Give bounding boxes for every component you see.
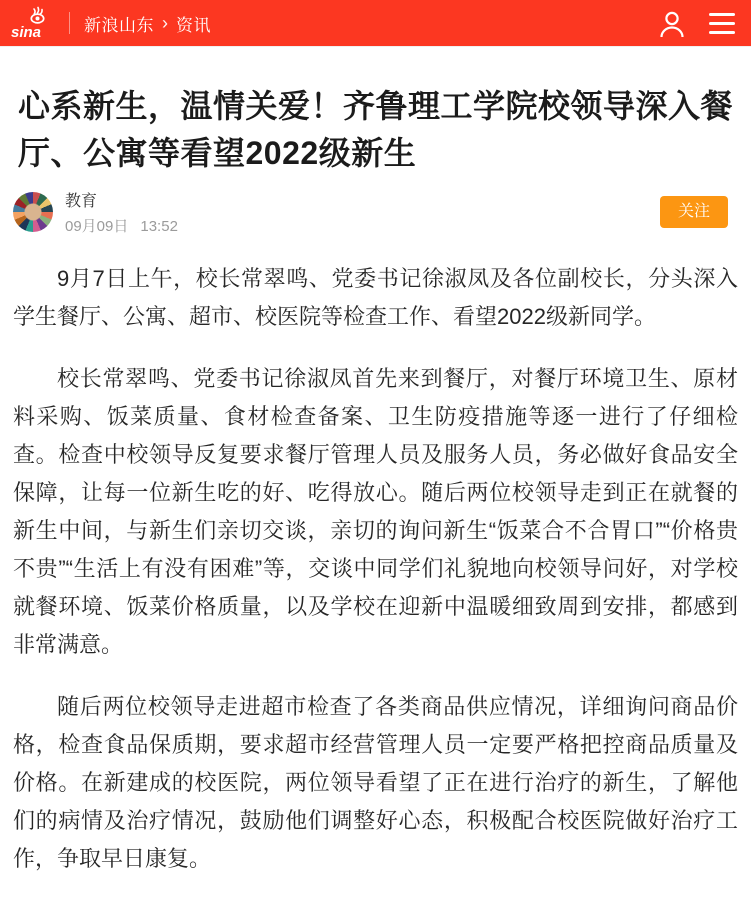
svg-text:sina: sina: [11, 24, 42, 40]
paragraph-3: 随后两位校领导走进超市检查了各类商品供应情况，详细询问商品价格，检查食品保质期，要求超市经营管理人员一定要严格把控商品质量及价格。在新建成的校医院，两位领导看望了正在进行治疗的新生，了解他们的病情及治疗情况，鼓励他们调整好心态，积极配合校医院做好治疗工作，争取早日康复。: [13, 694, 738, 871]
header-left: [10, 6, 211, 40]
header: [0, 0, 751, 47]
header-divider: [69, 12, 70, 34]
article-body: [13, 260, 738, 878]
article: [0, 83, 751, 914]
header-right: [657, 9, 735, 37]
breadcrumb-section[interactable]: 资讯: [176, 15, 211, 35]
publish-time: 13:52: [140, 218, 178, 235]
author-meta: [65, 188, 178, 236]
follow-button[interactable]: 关注: [660, 196, 728, 228]
author-name[interactable]: 教育: [65, 193, 98, 210]
menu-icon[interactable]: [709, 13, 735, 34]
sina-logo[interactable]: [10, 6, 54, 40]
author-row: [13, 188, 738, 236]
avatar[interactable]: [13, 192, 53, 232]
chevron-right-icon: ›: [162, 12, 168, 33]
publish-datetime: [65, 215, 178, 236]
breadcrumb-site[interactable]: 新浪山东: [84, 15, 154, 35]
article-title: 心系新生，温情关爱！齐鲁理工学院校领导深入餐厅、公寓等看望2022级新生: [18, 88, 734, 171]
publish-date: 09月09日: [65, 218, 129, 235]
sina-eye-icon: [10, 6, 54, 40]
paragraph-1: 9月7日上午，校长常翠鸣、党委书记徐淑凤及各位副校长，分头深入学生餐厅、公寓、超市、校医院等检查工作、看望2022级新同学。: [13, 266, 738, 329]
paragraph-2: 校长常翠鸣、党委书记徐淑凤首先来到餐厅，对餐厅环境卫生、原材料采购、饭菜质量、食材检查备案、卫生防疫措施等逐一进行了仔细检查。检查中校领导反复要求餐厅管理人员及服务人员，务必做好食品安全保障，让每一位新生吃的好、吃得放心。随后两位校领导走到正在就餐的新生中间，与新生们亲切交谈，亲切的询问新生“饭菜合不合胃口”“价格贵不贵”“生活上有没有困难”等，交谈中同学们礼貌地向校领导问好，对学校就餐环境、饭菜价格质量，以及学校在迎新中温暖细致周到安排，都感到非常满意。: [13, 366, 738, 657]
user-icon[interactable]: [657, 9, 687, 37]
